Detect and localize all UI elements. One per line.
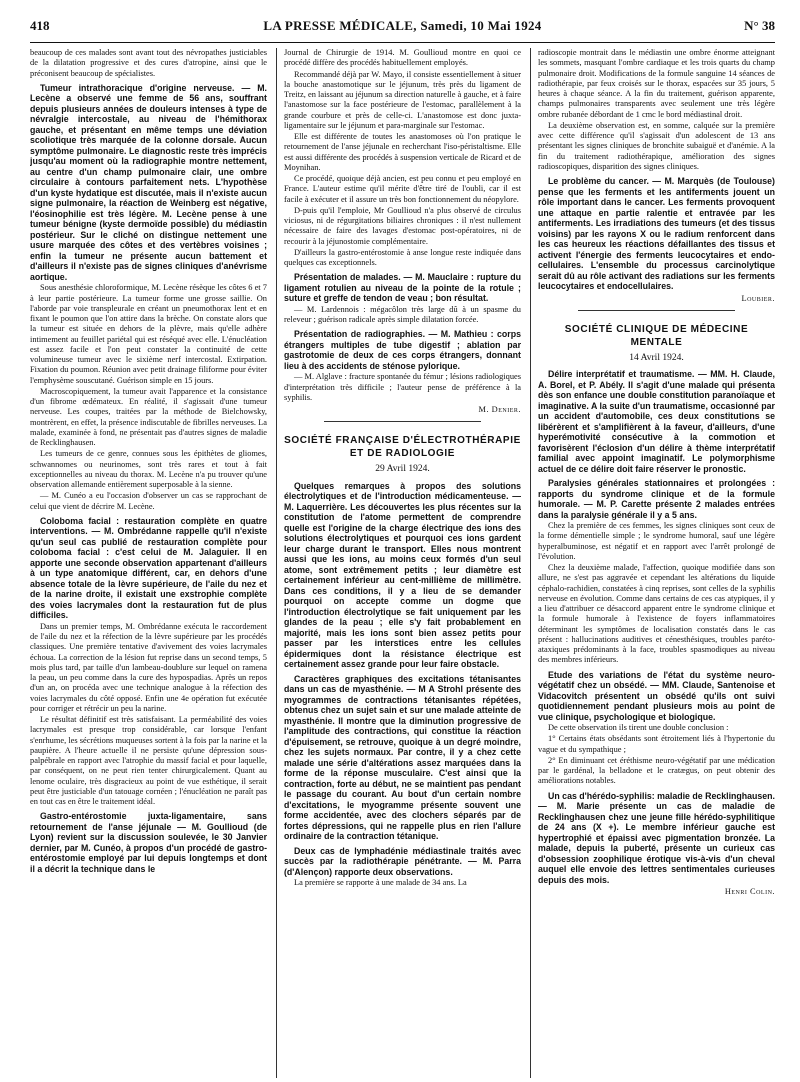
paragraph: — M. Cunéo a eu l'occasion d'observer un cas se rapprochant de celui que vient de décrire M. Lecène. xyxy=(30,491,267,511)
issue-number: N° 38 xyxy=(744,18,775,33)
journal-title: LA PRESSE MÉDICALE, Samedi, 10 Mai 1924 xyxy=(263,18,542,33)
signature: M. Denier. xyxy=(478,405,521,414)
paragraph: Chez la deuxième malade, l'affection, quoique modifiée dans son allure, ne s'est pas aggravée et cependant les altérations du liquide céphalo-rachidien, constatées à cinq reprises, sont celles de la syphilis nerveuse en évolution. Comme dans certains de ces cas atypiques, il y a lieu d'attribuer ce désaccord apparent entre le syndrome clinique et la formule humorale à l'existence de foyers inflammatoires déterminant les symptômes de localisation constatés dans le cas présent : hallucinations auditives et cénesthésiques, troubles paréto-ataxiques prédominants à la face, troubles spasmodiques au niveau des membres inférieurs. xyxy=(538,563,775,665)
paragraph: Macroscopiquement, la tumeur avait l'apparence et la consistance d'un fibrome œdémateux. En réalité, il s'agissait d'une tumeur nerveuse. Les coupes, traitées par la méthode de Bielchowsky, montrèrent, en effet, la présence indiscutable de fibrilles nerveuses. La malade, examinée à fond, ne présentait pas d'autres signes de maladie de Recklinghausen. xyxy=(30,386,267,447)
signature: Henri Colin. xyxy=(724,887,775,896)
paragraph: Recommandé déjà par W. Mayo, il consiste essentiellement à situer la bouche anastomotique sur le jéjunum, très près du ligament de Treitz, en laissant au jéjunum sa direction naturelle à gauche, et à faire l'anastomose sur la face postérieure de l'estomac, parallèlement à la grande courbure et près de celle-ci. L'anastomose est donc juxta-ligamentaire sur le jéjunum et para-marginale sur l'estomac. xyxy=(284,69,521,130)
paragraph: — M. Alglave : fracture spontanée du fémur ; lésions radiologiques d'interprétation très difficile ; l'auteur pense de préférence à la syphilis. xyxy=(284,372,521,402)
article-heading: Gastro-entérostomie juxta-ligamentaire, sans retournement de l'anse jéjunale — M. Goullioud (de Lyon) revient sur la discussion soulevée, le 30 Janvier dernier, par M. Cunéo, à propos d'un procédé de gastro-entérostomie employé par lui depuis longtemps et dont il a décrit la technique dans le xyxy=(30,811,267,874)
column-3 xyxy=(538,48,775,1078)
paragraph: radioscopie montrait dans le médiastin une ombre énorme atteignant les sommets, masquant l'ombre cardiaque et les trois quarts du champ pulmonaire droit. Modifications de la formule sanguine 14 séances de radiothérapie, par feux croisés sur le thorax, espacées sur 35 jours, 5 heures à chaque séance. A la fin du traitement, guérison apparente, champs pulmonaires transparents avec seulement une très légère ombre rubanée débordant de 1 cmc le bord médiastinal droit. xyxy=(538,48,775,119)
newspaper-page xyxy=(30,18,775,896)
column-separator xyxy=(530,48,531,1078)
paragraph: — M. Lardennois : mégacôlon très large dû à un spasme du releveur ; guérison radicale après simple dilatation forcée. xyxy=(284,304,521,324)
paragraph: beaucoup de ces malades sont avant tout des névropathes justiciables de la dilatation progressive et des cures d'atropine, ainsi que le préconisent beaucoup de spécialistes. xyxy=(30,48,267,78)
paragraph: Les tumeurs de ce genre, connues sous les épithètes de gliomes, schwannomes ou neurinomes, sont très rares et tout à fait exceptionnelles au niveau du thorax. M. Lecène n'a pu trouver qu'une observation allemande entièrement superposable à la sienne. xyxy=(30,449,267,489)
article-heading: Le problème du cancer. — M. Marquès (de Toulouse) pense que les ferments et les antiferments jouent un rôle important dans le cancer. Les ferments provoquent une attaque en partie ralentie et entravée par les antiferments. Les irradiations des tumeurs (et des tissus voisins) par les rayons X ou le radium renforcent dans les cas heureux les réactions défaillantes des tissus et activent l'énergie des ferments leucocytaires et endo-cellulaires. L'ensemble du processus carcinolytique serait dû au rôle activant des radiations sur les ferments leucocytaires et endocellulaires. xyxy=(538,176,775,291)
article-heading: Présentation de malades. — M. Mauclaire : rupture du ligament rotulien au niveau de la pointe de la rotule ; suture et greffe de tendon de veau ; bon résultat. xyxy=(284,272,521,304)
paragraph: Le résultat définitif est très satisfaisant. La perméabilité des voies lacrymales est presque trop considérable, car lorsque l'enfant s'enrhume, les sécrétions muqueuses sortent à la fois par la narine et la paupière. A l'heure actuelle il ne persiste qu'une dépression sous-palpébrale en rapport avec l'atrophie du massif facial et pour laquelle, par conséquent, on ne peut rien tenter chirurgicalement. Quant au lenome oculaire, très disgracieux au point de vue esthétique, il serait peut être justiciable d'un tatouage cornéen ; l'énucléation ne paraît pas en tout cas en être le traitement idéal. xyxy=(30,715,267,806)
page-number: 418 xyxy=(30,18,50,33)
article-heading: Tumeur intrathoracique d'origine nerveuse. — M. Lecène a observé une femme de 56 ans, souffrant depuis plusieurs années de douleurs intenses à type de névralgie intercostale, au niveau de l'hémithorax gauche, et présentant en même temps une déviation scoliotique très marquée de la colonne dorsale. Aucun symptôme pulmonaire. Le diagnostic reste très imprécis jusqu'au moment où la radiographie montre nettement, au centre d'un champ pulmonaire clair, une ombre circulaire à contours parfaitement nets. L'hypothèse d'un kyste hydatique est discutée, mais il n'existe aucun signe pulmonaire, la réaction de Weinberg est négative, l'éosinophilie est très légère. M. Lecène pense à une tumeur bénigne (kyste dermoïde possible) du médiastin postérieur. Sur le cliché on distingue nettement une usure marquée des côtes et des vertèbres voisines ; enfin la tumeur ne présente aucun battement et d'ailleurs il n'existe pas de signes cliniques d'anévrisme aortique. xyxy=(30,82,267,282)
column-separator xyxy=(276,48,277,1078)
article-heading: Délire interprétatif et traumatisme. — MM. H. Claude, A. Borel, et P. Abély. Il s'agit d'une malade qui présenta dès son enfance une double constitution paranoïaque et imaginative. A la suite d'un traumatisme, occasionné par un accident d'automobile, ces deux constitutions se libérèrent et s'amplifièrent à la faveur, d'ailleurs, d'une hyperémotivité consécutive à la commotion et favorisèrent l'éclosion d'un délire à thème interprétatif familial avec appoint imaginatif. Le polymorphisme actuel de ce délire doit faire réserver le pronostic. xyxy=(538,369,775,474)
section-divider xyxy=(324,421,481,422)
article-heading: Etude des variations de l'état du système neuro-végétatif chez un obsédé. — MM. Claude, Santenoise et Vidacovitch présentent un obsédé qu'ils ont suivi quotidiennement pendant plusieurs mois au point de vue clinique, psychologique et biologique. xyxy=(538,669,775,722)
paragraph: Chez la première de ces femmes, les signes cliniques sont ceux de la forme démentielle simple ; le syndrome humoral, sauf une légère hyperalbuminose, est négatif et en rapport avec l'arrêt prolongé de l'évolution. xyxy=(538,521,775,561)
paragraph: D'ailleurs la gastro-entérostomie à anse longue reste indiquée dans quelques cas exceptionnels. xyxy=(284,247,521,267)
section-date: 14 Avril 1924. xyxy=(629,352,684,363)
article-heading: Présentation de radiographies. — M. Mathieu : corps étrangers multiples de tube digestif ; ablation par gastrotomie de deux de ces corps étrangers, donnant lieu à des accidents de sténose pylorique. xyxy=(284,329,521,371)
paragraph: De cette observation ils tirent une double conclusion : xyxy=(548,723,729,732)
section-title: SOCIÉTÉ CLINIQUE DE MÉDECINE MENTALE xyxy=(564,323,749,348)
paragraph: 1° Certains états obsédants sont étroitement liés à l'hypertonie du vague et du sympathique ; xyxy=(538,734,775,754)
columns xyxy=(30,48,775,1078)
section-title: SOCIÉTÉ FRANÇAISE D'ÉLECTROTHÉRAPIE ET DE RADIOLOGIE xyxy=(284,435,521,460)
page-header xyxy=(30,18,775,36)
paragraph: Journal de Chirurgie de 1914. M. Goullioud montre en quoi ce procédé diffère des procédés habituellement employés. xyxy=(284,48,521,68)
column-2 xyxy=(284,48,521,1078)
paragraph: D-puis qu'il l'emploie, Mr Goullioud n'a plus observé de circulus viciosus, ni de régurgitations biliaires chroniques : il n'est nullement nécessaire de faire des lavages d'estomac post-opératoires, ni de recourir à la jéjunostomie complémentaire. xyxy=(284,205,521,246)
article-heading: Quelques remarques à propos des solutions électrolytiques et de l'introduction médicamenteuse. — M. Laquerrière. Les découvertes les plus récentes sur la constitution de l'atome permettent de comprendre quelle est l'origine de la charge électrique des ions des solutions électrolytiques et pourquoi ces ions gardent leur charge durant le transport. Elles nous montrent aussi que les ions, au moins ceux formés d'un seul atome, sont extrêmement petits ; leur diamètre est certainement inférieur au cent-millième de millimètre. Dans ces conditions, il y a lieu de se demander pourquoi on accepte comme un dogme que l'introduction électrolytique se fait uniquement par les glandes de la peau ; elle s'y fait probablement en majorité, mais les ions sont bien assez petits pour passer par les interstices entre les cellules épidermiques dont la résistance électrique est certainement assez grande pour leur faire obstacle. xyxy=(284,480,521,669)
article-heading: Paralysies générales stationnaires et prolongées : rapports du syndrome clinique et de la formule humorale. — M. P. Carette présente 2 malades entrées dans la paralysie générale il y a 5 ans. xyxy=(538,478,775,520)
article-heading: Caractères graphiques des excitations tétanisantes dans un cas de myasthénie. — M A Strohl présente des myogrammes de contractions tétanisantes répétées, obtenus chez un sujet sain et sur une malade atteinte de myasthénie. Il montre que la diminution progressive de l'amplitude des contractions, qui constitue la réaction d'épuisement, se retrouve, quoique à un degré moindre, chez les sujets normaux. Par contre, il y a chez cette malade une série d'altérations assez marquées dans la forme de la réponse musculaire. C'est ainsi que la contraction, forte au début, ne se maintient pas pendant le passage du courant. Au bout d'un certain nombre d'excitations, le myogramme présente souvent une forme accidentée, avec des clochers séparés par de fortes dépressions, qui ne rappelle plus en rien l'allure ordinaire de la contraction tétanique. xyxy=(284,673,521,841)
article-heading: Deux cas de lymphadénie médiastinale traités avec succès par la radiothérapie pénétrante. — M. Parra (d'Alençon) rapporte deux observations. xyxy=(284,845,521,877)
signature: Loubier. xyxy=(741,293,775,303)
header-rule xyxy=(30,42,775,43)
column-1 xyxy=(30,48,267,1078)
paragraph: Ce procédé, quoique déjà ancien, est peu connu et peu employé en France. L'auteur estime qu'il mérite d'être tiré de l'oubli, car il est facile à exécuter et il assure un très bon fonctionnement du néopylore. xyxy=(284,174,521,204)
paragraph: Sous anesthésie chloroformique, M. Lecène résèque les côtes 6 et 7 à leur partie postérieure. La tumeur forme une grosse saillie. On l'aborde par voie transpleurale en créant un pneumothorax lent et en fixant le poumon que l'on attire dans la brèche. On constate alors que la tumeur est située en dehors de la plèvre, mais qu'elle adhère intimement au feuillet pariétal qui est réséqué avec elle. L'énucléation est assez facile et l'on peut constater la continuité de cette volumineuse tumeur avec le sixième nerf intercostal. Extirpation. Fixation du poumon. Réunion avec petit drainage filiforme pour éviter l'emphysème souscutané. Guérison simple en 15 jours. xyxy=(30,283,267,385)
section-date: 29 Avril 1924. xyxy=(375,464,430,475)
paragraph: La deuxième observation est, en somme, calquée sur la première avec cette différence qu'il s'agissait d'un adolescent de 13 ans présentant les signes cliniques de bronchite subaiguë et d'anémie. A la fin du traitement radiothérapique, amélioration des signes radioscopiques, disparition des signes cliniques. xyxy=(538,120,775,171)
paragraph: Dans un premier temps, M. Ombrédanne exécuta le raccordement de l'aile du nez et la réfection de la lèvre supérieure par les procédés classiques. Une première tentative d'avivement des voies lacrymales échoua. La correction de la lésion fut reprise dans un second temps, 5 mois plus tard, par taille d'un lambeau-doublure sur lequel on ramena la peau, un peu comme dans la cure des hypospadias. Après un repos d'un an, on procéda avec une technique analogue à la réfection des voies lacrymales du côté opposé. Enfin une 4e opération fut exécutée pour corriger et rétrécir un peu la narine. xyxy=(30,621,267,713)
article-heading: Coloboma facial : restauration complète en quatre interventions. — M. Ombrédanne rappelle qu'il n'existe qu'un seul cas publié de restauration complète pour coloboma facial : c'est celui de M. Jalaguier. Il en apporte une seconde observation appartenant d'ailleurs à un type anatomique différent, car, en dehors d'une absence totale de la lèvre supérieure, de l'aile du nez et de la narine droite, il existait une exstrophie complète des voies lacrymales dont la restauration fut de plus difficiles. xyxy=(30,515,267,621)
paragraph: 2° En diminuant cet éréthisme neuro-végétatif par une médication par le gardénal, la belladone et le cratægus, on peut obtenir des améliorations notables. xyxy=(538,755,775,786)
article-heading: Un cas d'hérédo-syphilis: maladie de Recklinghausen. — M. Marie présente un cas de maladie de Recklinghausen chez une jeune fille hérédo-syphilitique de 24 ans (X +). Le membre inférieur gauche est hypertrophié et épaissi avec pigmentation bronzée. La malade, depuis la puberté, présente un curieux cas d'obsession zoophilique érotique vis-à-vis d'un cheval auquel elle envoie des lettres sentimentales curieuses depuis des mois. xyxy=(538,790,775,885)
section-divider xyxy=(578,310,735,311)
paragraph: Elle est différente de toutes les anastomoses où l'on pratique le retournement de l'anse jéjunale en recherchant l'iso-péristaltisme. Elle est aussi différente des procédés à suspension verticale de Ricard et de Moynihan. xyxy=(284,132,521,172)
paragraph: La première se rapporte à une malade de 34 ans. La xyxy=(294,878,467,887)
